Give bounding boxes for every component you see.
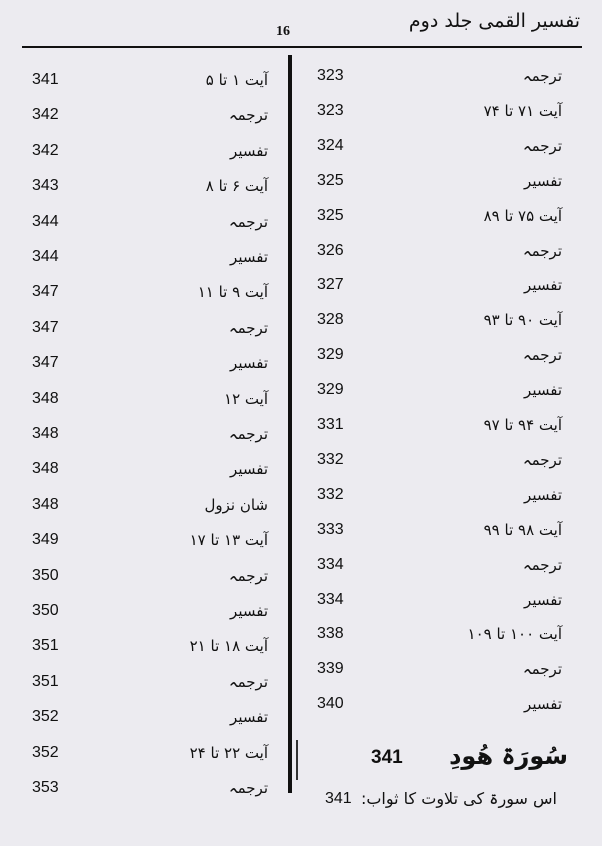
toc-page-number: 342	[32, 141, 59, 159]
toc-entry-text: ترجمہ	[522, 660, 562, 679]
toc-entry-text: آیت ۱۲	[224, 389, 268, 408]
toc-page-number: 332	[317, 450, 344, 468]
toc-page-number: 347	[32, 283, 59, 301]
toc-entry-text: تفسیر	[524, 276, 562, 295]
toc-page-number: 340	[317, 695, 344, 713]
toc-entry-text: آیت ۶ تا ۸	[205, 177, 268, 196]
toc-page-number: 351	[32, 637, 59, 655]
toc-entry-text: ترجمہ	[228, 566, 268, 585]
toc-entry-text: آیت ۹۰ تا ۹۳	[483, 311, 562, 330]
toc-page-number: 334	[317, 590, 344, 608]
toc-entry-text: آیت ۱۳ تا ۱۷	[189, 531, 268, 550]
toc-page-number: 326	[317, 241, 344, 259]
toc-row	[0, 271, 602, 299]
toc-page-number: 344	[32, 248, 59, 265]
toc-entry-text: آیت ۱۸ تا ۲۱	[189, 637, 268, 656]
toc-entry-text: آیت ۹۸ تا ۹۹	[483, 520, 562, 539]
toc-entry-text: ترجمہ	[522, 346, 562, 365]
toc-page-number: 324	[317, 136, 344, 154]
toc-entry-text: تفسیر	[524, 171, 562, 190]
toc-entry-text: ترجمہ	[522, 67, 562, 85]
toc-row	[0, 516, 602, 544]
toc-page-number: 328	[317, 311, 344, 329]
toc-page-number: 325	[317, 206, 344, 224]
toc-entry-text: ترجمہ	[228, 672, 268, 691]
toc-row	[0, 306, 602, 334]
toc-row	[0, 411, 602, 439]
toc-page-number: 323	[317, 67, 344, 84]
toc-entry-text: آیت ۹۴ تا ۹۷	[483, 416, 562, 434]
toc-entry-text: تفسیر	[524, 381, 562, 400]
toc-row	[0, 62, 602, 90]
toc-entry-text: آیت ۹ تا ۱۱	[197, 283, 268, 302]
toc-entry-text: تفسیر	[230, 141, 268, 160]
toc-row	[0, 132, 602, 160]
toc-row	[0, 586, 602, 614]
toc-page-number: 348	[32, 389, 59, 407]
toc-row	[0, 341, 602, 369]
toc-page-number: 348	[32, 495, 59, 513]
toc-entry-text: تفسیر	[524, 695, 562, 714]
toc-entry-text: شان نزول	[204, 495, 268, 514]
toc-page-number: 353	[32, 779, 59, 796]
toc-entry-text: آیت ۷۵ تا ۸۹	[483, 206, 562, 225]
toc-page-number: 344	[32, 212, 59, 230]
toc-entry-text: تفسیر	[230, 354, 268, 373]
toc-page-number: 323	[317, 101, 344, 119]
toc-page-number: 348	[32, 425, 59, 442]
toc-row	[0, 167, 602, 195]
header-rule	[22, 46, 582, 48]
toc-page-number: 352	[32, 743, 59, 761]
toc-page-number: 333	[317, 520, 344, 538]
toc-page-number: 341	[32, 71, 59, 88]
last-entry-row	[0, 785, 602, 813]
toc-row	[0, 690, 602, 718]
toc-page-number: 325	[317, 171, 344, 189]
toc-row	[0, 446, 602, 474]
toc-row	[0, 620, 602, 648]
toc-entry-text: ترجمہ	[228, 212, 268, 231]
toc-entry-text: ترجمہ	[522, 136, 562, 155]
toc-row	[0, 551, 602, 579]
toc-page-number: 329	[317, 346, 344, 364]
toc-entry-text: تفسیر	[230, 602, 268, 620]
toc-page-number: 350	[32, 602, 59, 619]
toc-entry-text: تفسیر	[230, 248, 268, 266]
toc-row	[0, 481, 602, 509]
toc-page-number: 332	[317, 485, 344, 503]
toc-page-number: 329	[317, 381, 344, 399]
header-title: تفسیر القمی جلد دوم	[408, 10, 580, 32]
toc-entry-text: ترجمہ	[522, 555, 562, 574]
surah-heading-page: 341	[371, 747, 403, 768]
toc-row	[0, 376, 602, 404]
page-number: 16	[276, 24, 290, 39]
toc-page-number: 349	[32, 531, 59, 549]
surah-heading-title: سُورَۃ ھُودِ	[449, 742, 568, 770]
toc-entry-text: ترجمہ	[522, 450, 562, 469]
toc-page-number: 327	[317, 276, 344, 294]
toc-page-number: 352	[32, 708, 59, 726]
toc-row	[0, 237, 602, 265]
toc-page-number: 331	[317, 416, 344, 433]
toc-page-number: 347	[32, 318, 59, 336]
toc-entry-text: ترجمہ	[228, 318, 268, 337]
toc-entry-text: تفسیر	[524, 485, 562, 504]
toc-page-number: 338	[317, 625, 344, 643]
toc-entry-text: آیت ۲۲ تا ۲۴	[189, 743, 268, 762]
toc-row	[0, 655, 602, 683]
toc-page-number: 350	[32, 566, 59, 584]
last-entry-page: 341	[325, 790, 352, 807]
toc-page-number: 339	[317, 660, 344, 678]
last-entry-text: اس سورۃ کی تلاوت کا ثواب:	[360, 789, 557, 808]
toc-entry-text: تفسیر	[230, 460, 268, 479]
toc-page-number: 334	[317, 555, 344, 573]
toc-entry-text: ترجمہ	[228, 425, 268, 443]
toc-row	[0, 97, 602, 125]
toc-entry-text: ترجمہ	[228, 779, 268, 797]
toc-page-number: 348	[32, 460, 59, 478]
toc-page-number: 347	[32, 354, 59, 372]
toc-entry-text: آیت ۱۰۰ تا ۱۰۹	[467, 625, 562, 644]
toc-entry-text: تفسیر	[524, 590, 562, 609]
toc-page-number: 342	[32, 106, 59, 124]
toc-entry-text: آیت ۷۱ تا ۷۴	[483, 101, 562, 120]
toc-page-number: 343	[32, 177, 59, 195]
toc-entry-text: ترجمہ	[228, 106, 268, 125]
toc-page-number: 351	[32, 672, 59, 690]
toc-entry-text: ترجمہ	[522, 241, 562, 260]
toc-entry-text: آیت ۱ تا ۵	[205, 71, 268, 89]
toc-entry-text: تفسیر	[230, 708, 268, 727]
toc-row	[0, 202, 602, 230]
